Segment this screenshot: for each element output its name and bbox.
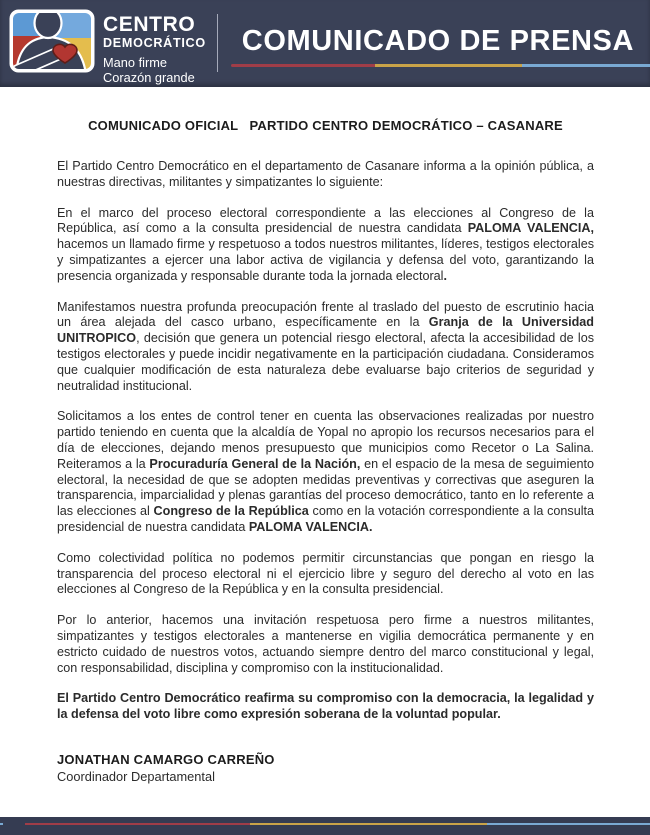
- text-run: El Partido Centro Democrático en el departamento de Casanare informa a la opinión pública, a nuestras directivas, militantes y simpatizantes lo siguiente:: [57, 159, 594, 189]
- logo-name-line1: CENTRO: [103, 13, 196, 36]
- paragraph: [57, 206, 594, 285]
- text-run: Manifestamos nuestra profunda preocupación frente al traslado del puesto de escrutinio hacia un área alejada del casco urbano, específicamente en la: [57, 299, 594, 330]
- footer-stripe-blue-segment: [487, 823, 650, 825]
- signature-name: JONATHAN CAMARGO CARREÑO: [57, 752, 275, 767]
- document-body: [57, 159, 594, 723]
- banner-main: [218, 0, 650, 87]
- text-run: Solicitamos a los entes de control tener en cuenta las observaciones realizadas por nuestro partido teniendo en cuenta que la alcaldía de Yopal no apropio los recursos necesarios para el día de elecciones, dejando menos presupuesto que municipios como Recetor o La Salina. Reiteramos a la: [57, 409, 594, 471]
- signature-role: Coordinador Departamental: [57, 769, 215, 784]
- text-run: En el marco del proceso electoral correspondiente a las elecciones al Congreso de la República, así como a la consulta presidencial de nuestra candidata: [57, 205, 594, 236]
- text-run: como en la votación correspondiente a la consulta presidencial de nuestra candidata: [57, 504, 594, 534]
- text-run: Congreso de la República: [153, 504, 309, 519]
- text-run: Por lo anterior, hacemos una invitación respetuosa pero firme a nuestros militantes, simpatizantes y testigos electorales a mantenerse en vigilia democrática permanente y en estricto cuidado de nuestros votos, actuando siempre dentro del marco constitucional y legal, con responsabilidad, disciplina y compromiso con la institucionalidad.: [57, 613, 594, 675]
- banner-title: COMUNICADO DE PRENSA: [241, 25, 635, 57]
- text-run: en el espacio de la mesa de seguimiento electoral, la necesidad de que se adopten medidas preventivas y correctivas que aseguren la transparencia, imparcialidad y plenas garantías del proceso democrático, tanto en lo referente a las elecciones al: [57, 456, 595, 519]
- text-run: Procuraduría General de la Nación,: [149, 456, 361, 471]
- party-logo-icon: [8, 8, 96, 74]
- paragraph: [57, 551, 594, 598]
- footer-stripe-yellow-segment: [250, 823, 487, 825]
- text-run: PALOMA VALENCIA,: [467, 221, 594, 236]
- paragraph: [57, 613, 594, 676]
- footer-bar: [0, 817, 650, 835]
- paragraph: [57, 159, 594, 191]
- text-run: Granja de la Universidad UNITROPICO: [57, 315, 594, 346]
- text-run: Como colectividad política no podemos permitir circunstancias que pongan en riesgo la transparencia del proceso electoral ni el ejercicio libre y seguro del derecho al voto en las elecciones al Congreso de la República y en la consulta presidencial.: [57, 550, 594, 597]
- signature-block: [57, 752, 275, 784]
- text-run: , decisión que genera un potencial riesgo electoral, afecta la accesibilidad de los testigos electorales y puede incidir negativamente en la participación ciudadana. Consideramos que cualquier modificación de esta naturaleza debe evaluarse bajo criterios de seguridad y neutralidad institucional.: [57, 331, 594, 393]
- paragraph: [57, 300, 594, 395]
- logo-name-line2: DEMOCRÁTICO: [103, 36, 206, 51]
- text-run: .: [443, 268, 447, 283]
- party-logo: [8, 8, 206, 86]
- stripe-blue-segment: [522, 64, 650, 67]
- document-title: COMUNICADO OFICIAL PARTIDO CENTRO DEMOCRÁTICO – CASANARE: [88, 118, 563, 133]
- text-run: PALOMA VALENCIA.: [248, 519, 373, 534]
- stripe-red-segment: [231, 64, 375, 67]
- banner-tricolor-stripe: [231, 64, 650, 67]
- party-logo-text: [103, 14, 206, 86]
- paragraph: [57, 691, 594, 723]
- paragraph: [57, 409, 594, 535]
- text-run: hacemos un llamado firme y respetuoso a todos nuestros militantes, líderes, testigos electorales y simpatizantes a ejercer una labor activa de vigilancia y defensa del voto, garantizando la presencia organizada y responsable durante toda la jornada electoral: [57, 237, 594, 283]
- header-banner: [0, 0, 650, 87]
- footer-stripe-red-segment: [25, 823, 250, 825]
- stripe-yellow-segment: [375, 64, 522, 67]
- logo-slogan-line2: Corazón grande: [103, 70, 195, 86]
- logo-slogan-line1: Mano firme: [103, 54, 168, 70]
- text-run: El Partido Centro Democrático reafirma su compromiso con la democracia, la legalidad y la defensa del voto libre como expresión soberana de la voluntad popular.: [57, 691, 594, 722]
- document-content: [0, 87, 650, 723]
- footer-tricolor-stripe: [0, 823, 650, 825]
- footer-stripe-gap: [3, 823, 25, 825]
